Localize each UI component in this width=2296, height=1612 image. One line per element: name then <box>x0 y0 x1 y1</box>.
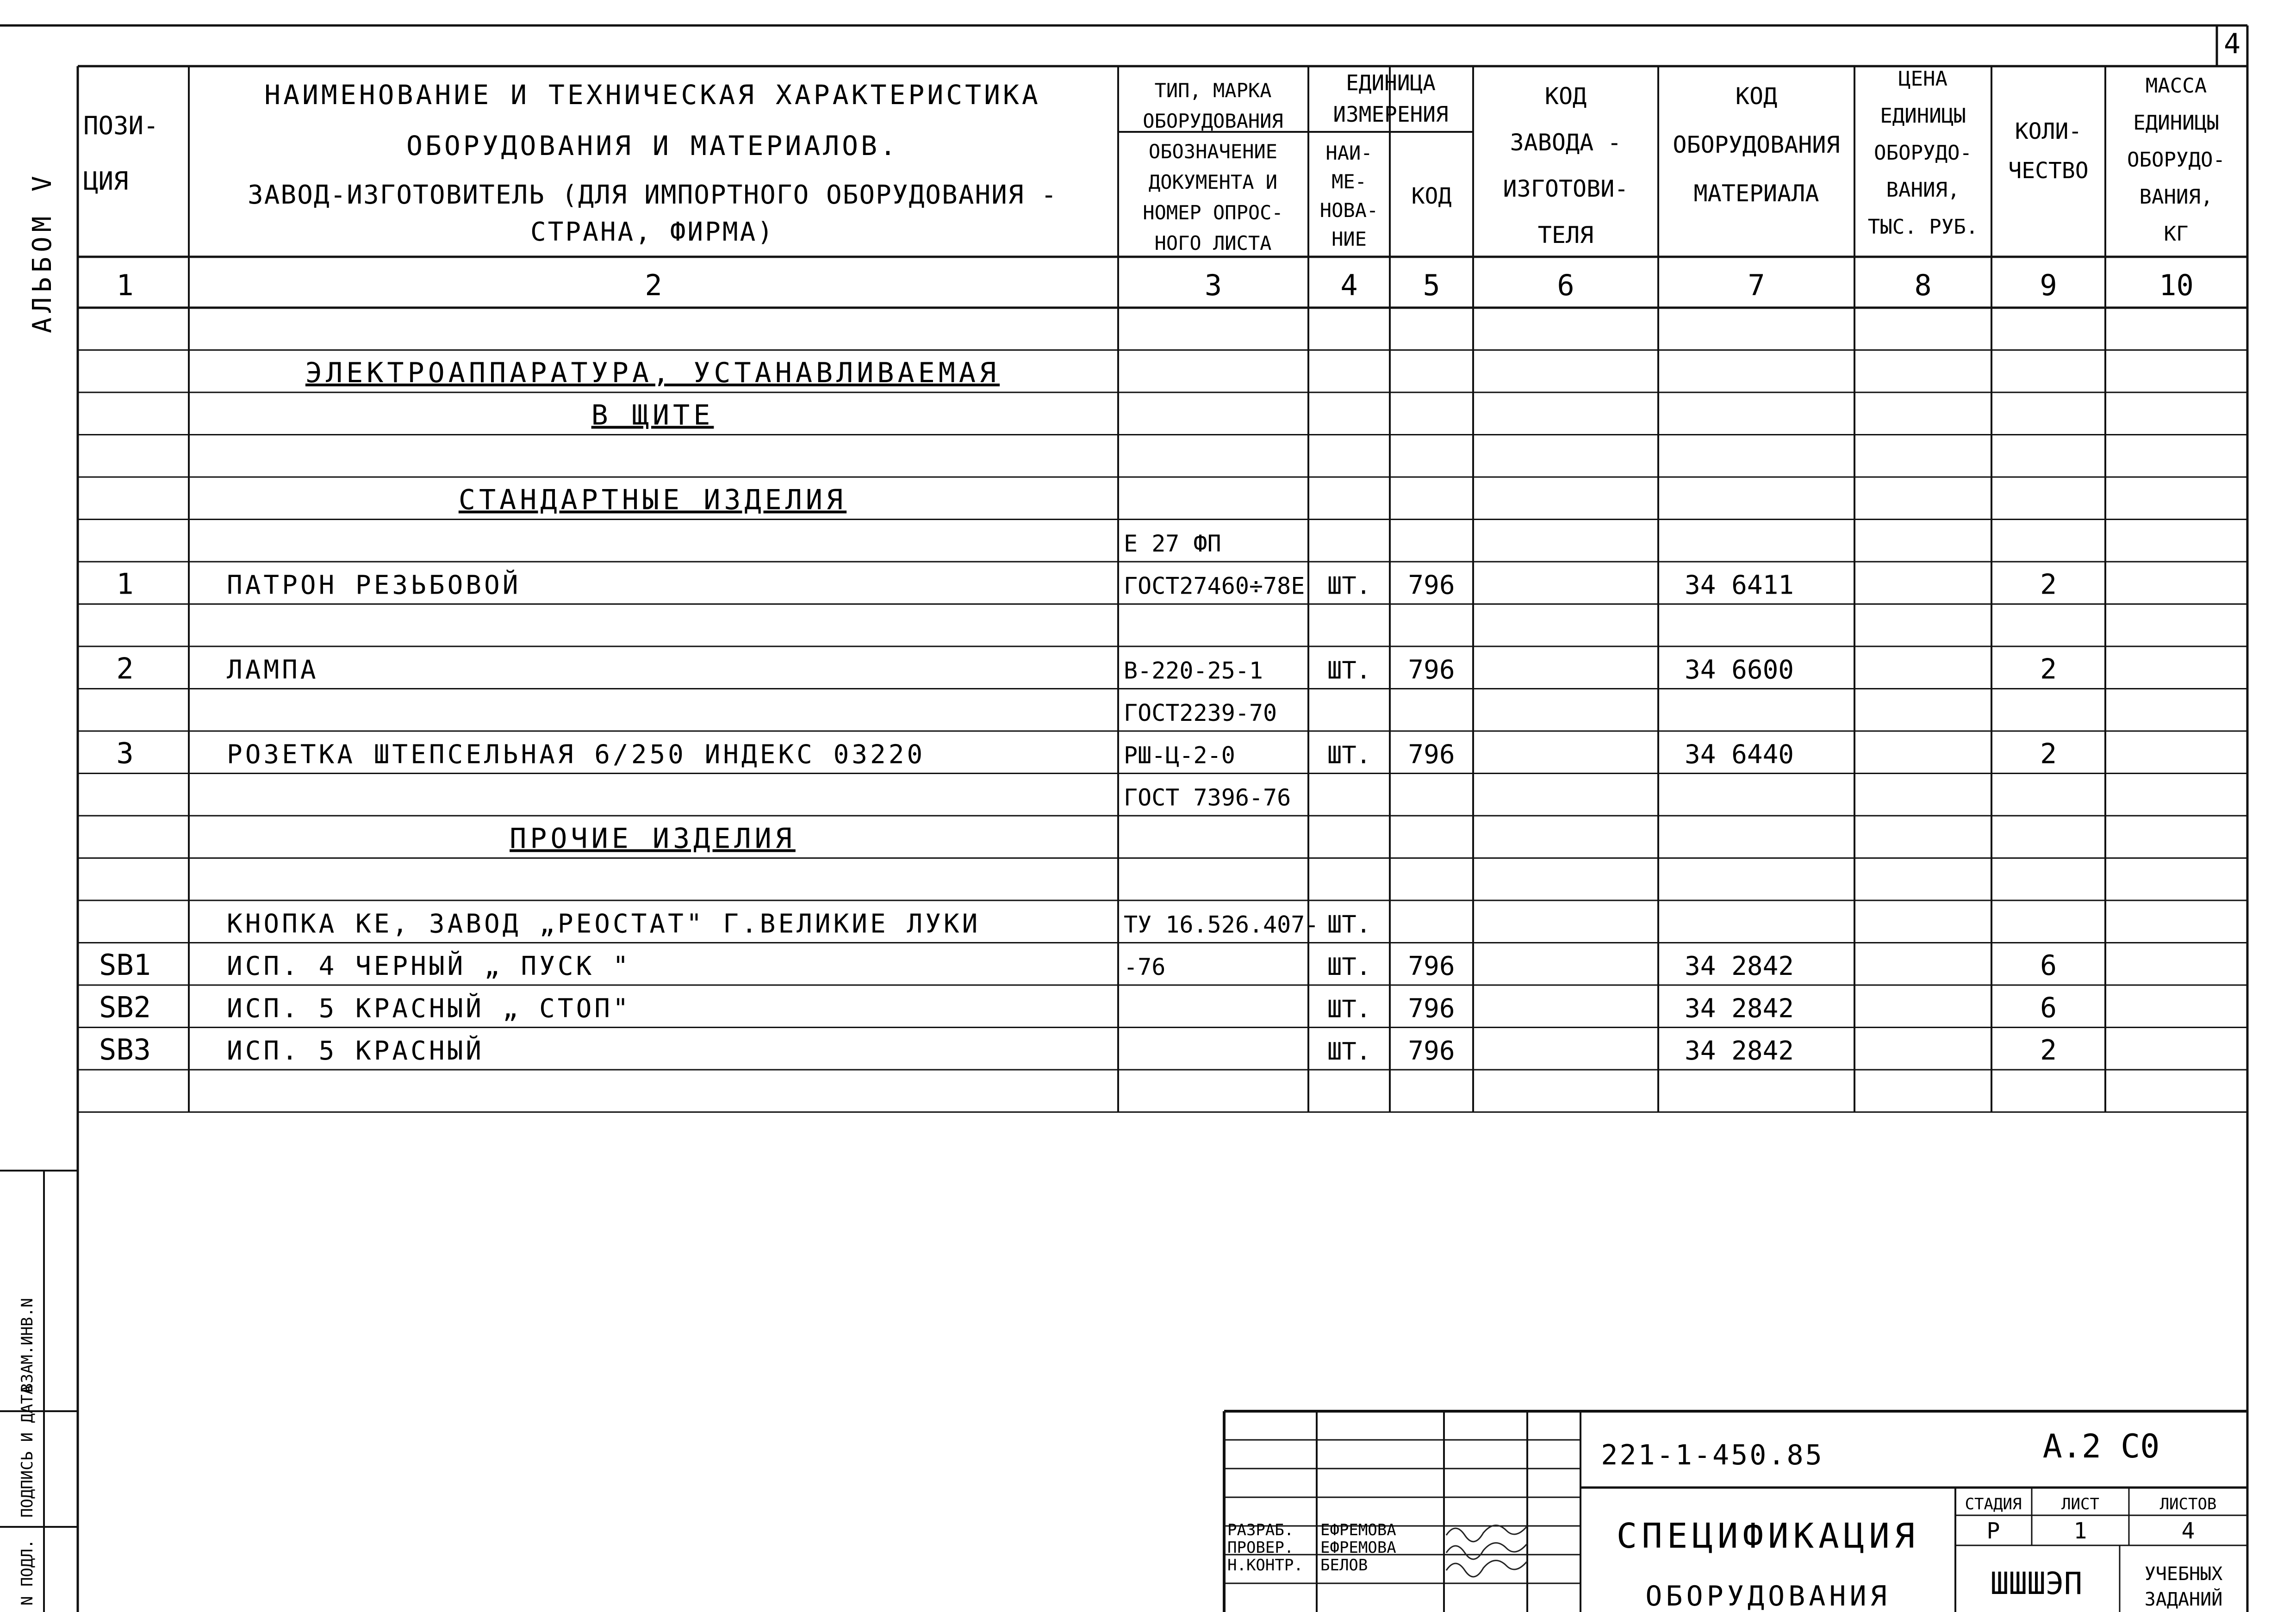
stage-header: ЛИСТОВ <box>2159 1495 2217 1513</box>
header-c3-line: НОГО ЛИСТА <box>1154 232 1272 254</box>
item-equipment-code: 34 2842 <box>1685 993 1794 1024</box>
header-c3-line: НОМЕР ОПРОС- <box>1143 201 1283 224</box>
header-c2-line: СТРАНА, ФИРМА) <box>530 217 775 247</box>
item-unit-code: 796 <box>1408 951 1455 981</box>
header-c45_group-line: ЕДИНИЦА <box>1346 70 1436 95</box>
album-label: АЛЬБОМ V <box>27 171 57 333</box>
signature-role: РАЗРАБ. <box>1227 1521 1294 1539</box>
header-c4-line: МЕ- <box>1332 170 1367 193</box>
header-c6-line: ИЗГОТОВИ- <box>1503 175 1629 202</box>
row-position: 1 <box>116 567 134 601</box>
signature-mark <box>1446 1525 1527 1542</box>
item-unit-code: 796 <box>1408 1036 1455 1066</box>
item-quantity: 2 <box>2040 653 2057 686</box>
row-position: SB1 <box>99 948 151 982</box>
item-type-mark: В-220-25-1 <box>1124 657 1263 684</box>
header-c8-line: ЕДИНИЦЫ <box>1880 104 1966 128</box>
item-quantity: 2 <box>2040 738 2057 770</box>
column-number: 3 <box>1204 268 1222 302</box>
header-c9-line: КОЛИ- <box>2015 118 2082 144</box>
header-c2-line: ЗАВОД-ИЗГОТОВИТЕЛЬ (ДЛЯ ИМПОРТНОГО ОБОРУДОВАНИЯ - <box>247 180 1058 210</box>
row-position: SB2 <box>99 990 151 1024</box>
header-c8-line: ЦЕНА <box>1898 67 1948 91</box>
header-c7-line: МАТЕРИАЛА <box>1693 180 1819 207</box>
item-unit: ШТ. <box>1327 741 1371 769</box>
header-c10-line: КГ <box>2164 222 2189 246</box>
item-equipment-code: 34 6440 <box>1685 739 1794 770</box>
column-number: 5 <box>1423 268 1440 302</box>
item-type-mark: ГОСТ2239-70 <box>1124 700 1277 726</box>
signature-role: ПРОВЕР. <box>1227 1538 1294 1557</box>
item-quantity: 2 <box>2040 1034 2057 1066</box>
item-equipment-code: 34 2842 <box>1685 1036 1794 1066</box>
section-heading: ПРОЧИЕ ИЗДЕЛИЯ <box>510 822 796 855</box>
document-code: 221-1-450.85 <box>1601 1439 1824 1471</box>
header-c10-line: ЕДИНИЦЫ <box>2133 111 2219 135</box>
stage-value: Р <box>1986 1518 2000 1544</box>
organization-name: УЧЕБНЫХ <box>2144 1563 2223 1585</box>
document-title: СПЕЦИФИКАЦИЯ <box>1616 1516 1920 1556</box>
item-unit: ШТ. <box>1327 572 1371 600</box>
section-heading: В ЩИТЕ <box>591 399 714 432</box>
header-c10-line: МАССА <box>2145 74 2207 98</box>
item-type-mark: ГОСТ27460÷78Е <box>1124 572 1305 600</box>
header-c2-line: ОБОРУДОВАНИЯ И МАТЕРИАЛОВ. <box>406 130 899 161</box>
header-c4-line: НИЕ <box>1332 228 1367 250</box>
item-type-mark: ТУ 16.526.407- <box>1124 911 1319 938</box>
section-heading: ЭЛЕКТРОАППАРАТУРА, УСТАНАВЛИВАЕМАЯ <box>305 357 1000 389</box>
binding-label: ВЗАМ.ИНВ.N <box>18 1298 37 1393</box>
column-number: 2 <box>645 268 662 302</box>
stage-value: 4 <box>2181 1518 2195 1544</box>
organization-mark: ШШШЭП <box>1990 1566 2083 1601</box>
item-name: ИСП. 5 КРАСНЫЙ „ СТОП" <box>227 993 631 1024</box>
header-c6-line: ЗАВОДА - <box>1510 129 1622 156</box>
header-c8-line: ОБОРУДО- <box>1874 141 1972 165</box>
header-c3-line: ТИП, МАРКА <box>1154 79 1272 102</box>
row-position: SB3 <box>99 1033 151 1066</box>
header-c5-line: КОД <box>1411 183 1452 209</box>
item-quantity: 2 <box>2040 568 2057 601</box>
binding-label: N ПОДЛ. <box>18 1539 37 1606</box>
column-number: 7 <box>1748 268 1765 302</box>
item-equipment-code: 34 2842 <box>1685 951 1794 981</box>
item-name: ИСП. 4 ЧЕРНЫЙ „ ПУСК " <box>227 951 631 981</box>
stage-header: СТАДИЯ <box>1965 1495 2022 1513</box>
organization-name: ЗАДАНИЙ <box>2144 1589 2223 1610</box>
signature-name: БЕЛОВ <box>1320 1556 1368 1575</box>
sheet-code: А.2 С0 <box>2042 1427 2160 1465</box>
header-c10-line: ВАНИЯ, <box>2139 185 2213 209</box>
column-number: 1 <box>116 268 134 302</box>
page-number: 4 <box>2223 28 2241 60</box>
header-c3-line: ДОКУМЕНТА И <box>1148 171 1278 193</box>
binding-label: ПОДПИСЬ И ДАТА <box>18 1385 37 1518</box>
item-name: РОЗЕТКА ШТЕПСЕЛЬНАЯ 6/250 ИНДЕКС 03220 <box>227 739 926 770</box>
header-c7-line: ОБОРУДОВАНИЯ <box>1673 131 1840 158</box>
item-name: ИСП. 5 КРАСНЫЙ <box>227 1036 485 1066</box>
item-unit-code: 796 <box>1408 993 1455 1024</box>
item-unit: ШТ. <box>1327 657 1371 685</box>
row-position: 3 <box>116 736 134 770</box>
header-c1-line: ЦИЯ <box>83 167 129 196</box>
header-c6-line: ТЕЛЯ <box>1537 222 1594 248</box>
header-c9-line: ЧЕСТВО <box>2008 158 2089 184</box>
stage-value: 1 <box>2073 1518 2087 1544</box>
item-type-mark: -76 <box>1124 954 1166 980</box>
section-heading: СТАНДАРТНЫЕ ИЗДЕЛИЯ <box>458 484 847 516</box>
item-equipment-code: 34 6411 <box>1685 570 1794 601</box>
document-title-line2: ОБОРУДОВАНИЯ <box>1645 1580 1891 1612</box>
item-quantity: 6 <box>2040 992 2057 1024</box>
column-number: 4 <box>1340 268 1358 302</box>
signature-mark <box>1446 1543 1527 1559</box>
header-c3-line: ОБОЗНАЧЕНИЕ <box>1148 140 1278 163</box>
signature-name: ЕФРЕМОВА <box>1320 1538 1396 1557</box>
header-c8-line: ВАНИЯ, <box>1886 178 1960 202</box>
item-name: КНОПКА КЕ, ЗАВОД „РЕОСТАТ" Г.ВЕЛИКИЕ ЛУКИ <box>227 909 981 939</box>
column-number: 10 <box>2159 268 2194 302</box>
stage-header: ЛИСТ <box>2061 1495 2099 1513</box>
item-type-mark: РШ-Ц-2-0 <box>1124 742 1235 769</box>
item-unit: ШТ. <box>1327 995 1371 1023</box>
signature-mark <box>1446 1561 1527 1577</box>
item-quantity: 6 <box>2040 949 2057 982</box>
row-position: 2 <box>116 651 134 686</box>
header-c3-line: ОБОРУДОВАНИЯ <box>1143 110 1283 132</box>
item-type-mark: Е 27 ФП <box>1124 530 1221 557</box>
item-type-mark: ГОСТ 7396-76 <box>1124 784 1291 811</box>
signature-role: Н.КОНТР. <box>1227 1556 1303 1575</box>
signature-name: ЕФРЕМОВА <box>1320 1521 1396 1539</box>
header-c1-line: ПОЗИ- <box>83 111 159 140</box>
header-c4-line: НОВА- <box>1319 199 1379 222</box>
item-equipment-code: 34 6600 <box>1685 655 1794 685</box>
item-unit-code: 796 <box>1408 655 1455 685</box>
header-c45_group-line: ИЗМЕРЕНИЯ <box>1333 102 1449 127</box>
item-unit: ШТ. <box>1327 953 1371 981</box>
header-c10-line: ОБОРУДО- <box>2127 148 2225 172</box>
column-number: 9 <box>2040 268 2057 302</box>
item-unit: ШТ. <box>1327 1038 1371 1066</box>
item-name: ЛАМПА <box>227 655 319 685</box>
header-c6-line: КОД <box>1544 83 1587 110</box>
column-number: 8 <box>1914 268 1932 302</box>
header-c2-line: НАИМЕНОВАНИЕ И ТЕХНИЧЕСКАЯ ХАРАКТЕРИСТИКА <box>264 79 1041 111</box>
header-c4-line: НАИ- <box>1325 142 1373 164</box>
item-unit-code: 796 <box>1408 570 1455 601</box>
item-unit-code: 796 <box>1408 739 1455 770</box>
column-number: 6 <box>1557 268 1574 302</box>
header-c8-line: ТЫС. РУБ. <box>1867 215 1979 239</box>
item-unit: ШТ. <box>1327 911 1371 939</box>
header-c7-line: КОД <box>1735 83 1778 110</box>
item-name: ПАТРОН РЕЗЬБОВОЙ <box>227 570 521 601</box>
